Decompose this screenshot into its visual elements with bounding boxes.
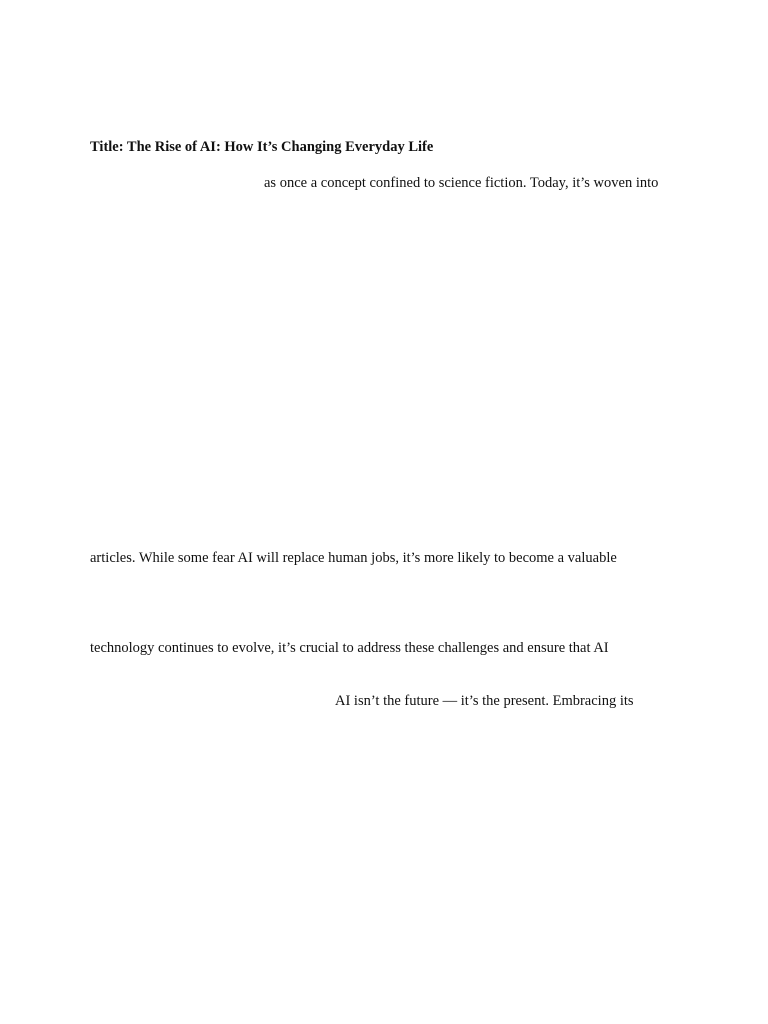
text-line: as once a concept confined to science fiction. Today, it’s woven into <box>264 175 659 191</box>
text-line: technology continues to evolve, it’s crucial to address these challenges and ensure that AI <box>90 640 609 656</box>
document-title: Title: The Rise of AI: How It’s Changing Everyday Life <box>90 139 434 155</box>
text-line: AI isn’t the future — it’s the present. Embracing its <box>335 693 634 709</box>
text-line: articles. While some fear AI will replace human jobs, it’s more likely to become a valuable <box>90 550 617 566</box>
